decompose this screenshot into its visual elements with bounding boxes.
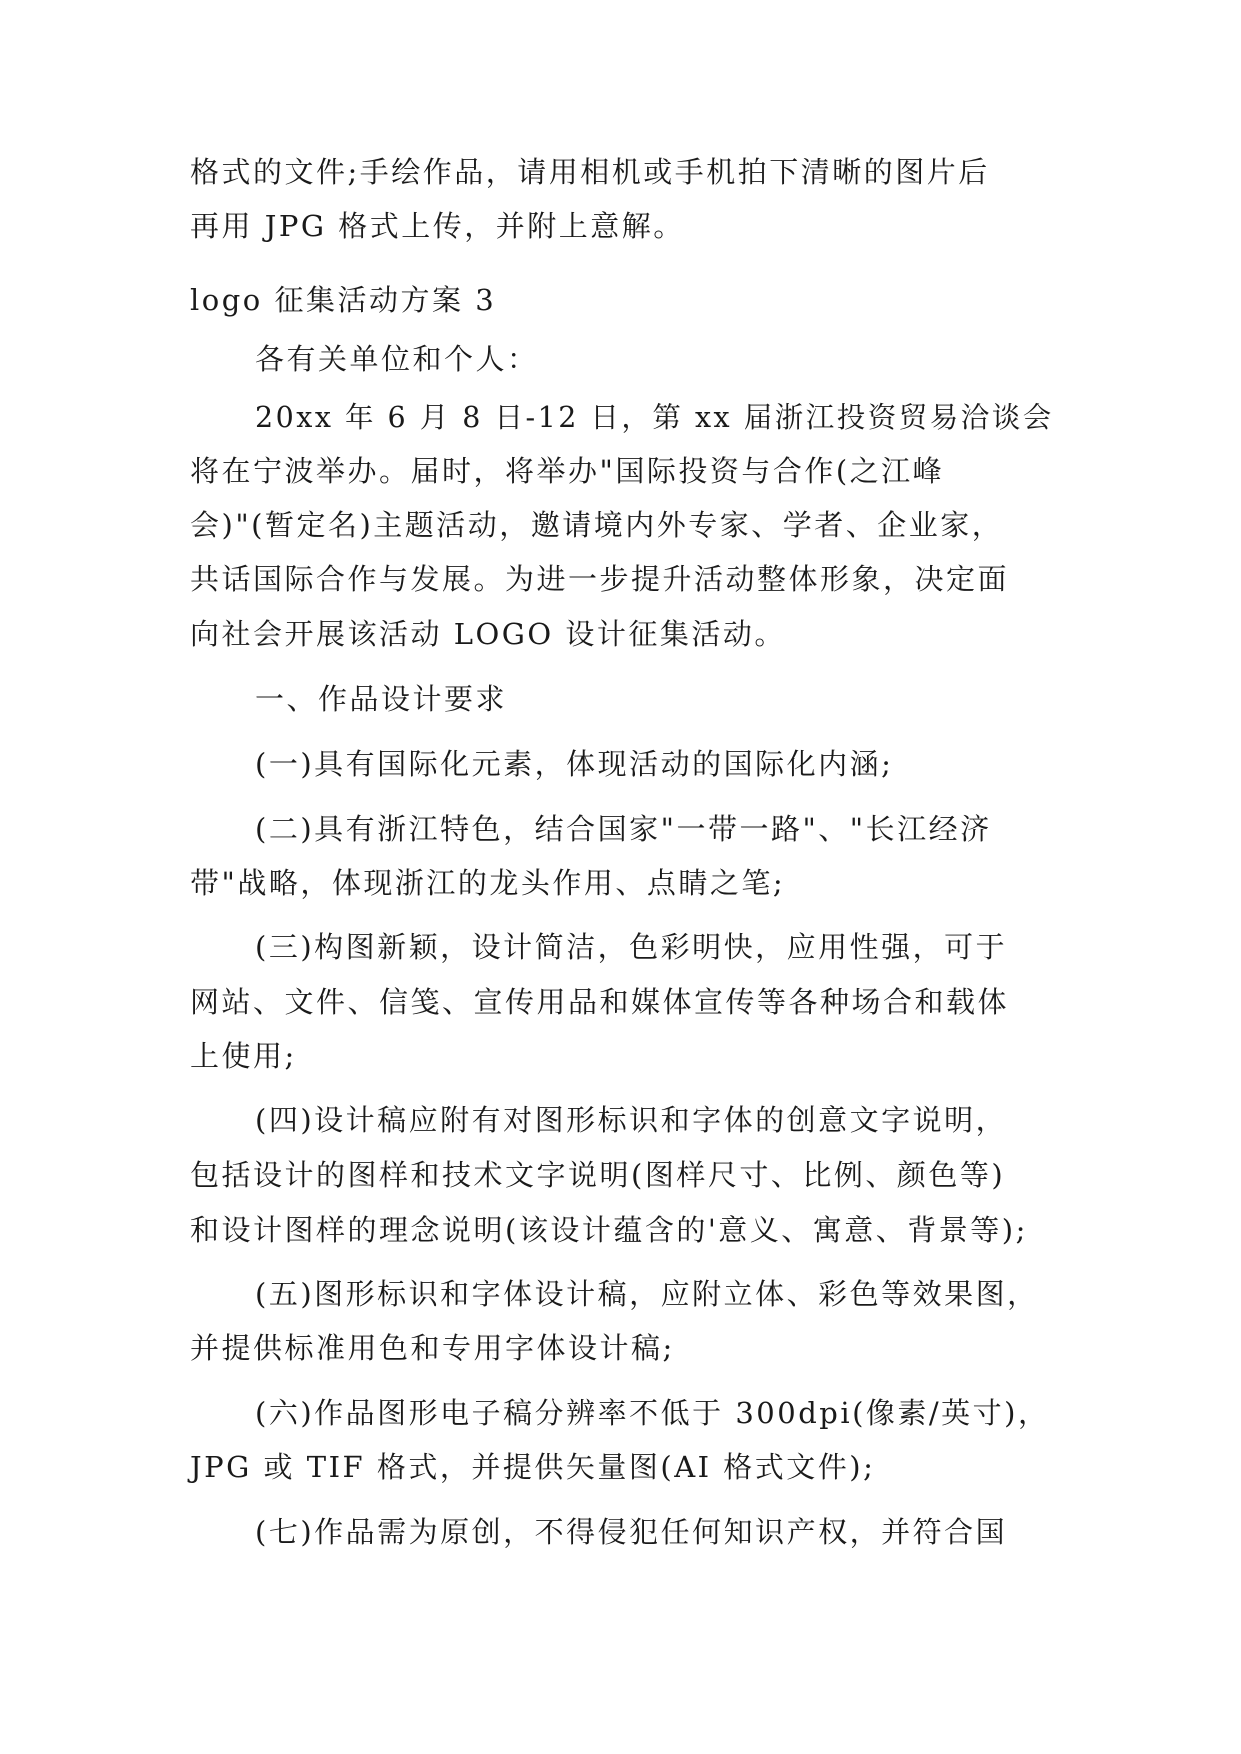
text-line: (六)作品图形电子稿分辨率不低于 300dpi(像素/英寸)， <box>255 1396 1050 1430</box>
text-line: (五)图形标识和字体设计稿，应附立体、彩色等效果图， <box>255 1277 1039 1311</box>
text-line: 20xx 年 6 月 8 日-12 日，第 xx 届浙江投资贸易洽谈会 <box>255 401 1054 434</box>
text-line: (三)构图新颖，设计简洁，色彩明快，应用性强，可于 <box>255 930 1008 964</box>
text-line: 将在宁波举办。届时，将举办"国际投资与合作(之江峰 <box>190 454 945 488</box>
text-line: 再用 JPG 格式上传，并附上意解。 <box>190 209 685 243</box>
text-line: 网站、文件、信笺、宣传用品和媒体宣传等各种场合和载体 <box>190 985 1010 1019</box>
text-line: (二)具有浙江特色，结合国家"一带一路"、"长江经济 <box>255 812 992 846</box>
text-line: 和设计图样的理念说明(该设计蕴含的'意义、寓意、背景等); <box>190 1213 1028 1247</box>
text-line: JPG 或 TIF 格式，并提供矢量图(AI 格式文件); <box>190 1450 876 1484</box>
text-line: 带"战略，体现浙江的龙头作用、点睛之笔; <box>190 866 786 900</box>
text-line: (四)设计稿应附有对图形标识和字体的创意文字说明， <box>255 1103 1008 1137</box>
subsection-heading: 一、作品设计要求 <box>255 682 508 716</box>
salutation: 各有关单位和个人： <box>255 342 539 376</box>
text-line: 向社会开展该活动 LOGO 设计征集活动。 <box>190 617 786 651</box>
text-line: 上使用; <box>190 1039 297 1073</box>
text-line: 并提供标准用色和专用字体设计稿; <box>190 1331 675 1365</box>
text-line: 包括设计的图样和技术文字说明(图样尺寸、比例、颜色等) <box>190 1158 1006 1192</box>
text-line: (七)作品需为原创，不得侵犯任何知识产权，并符合国 <box>255 1515 1008 1549</box>
text-line: 共话国际合作与发展。为进一步提升活动整体形象，决定面 <box>190 562 1010 596</box>
section-heading: logo 征集活动方案 3 <box>190 283 497 317</box>
text-line: 会)"(暂定名)主题活动，邀请境内外专家、学者、企业家， <box>190 508 1004 542</box>
text-line: 格式的文件;手绘作品，请用相机或手机拍下清晰的图片后 <box>190 155 990 189</box>
text-line: (一)具有国际化元素，体现活动的国际化内涵; <box>255 747 894 781</box>
